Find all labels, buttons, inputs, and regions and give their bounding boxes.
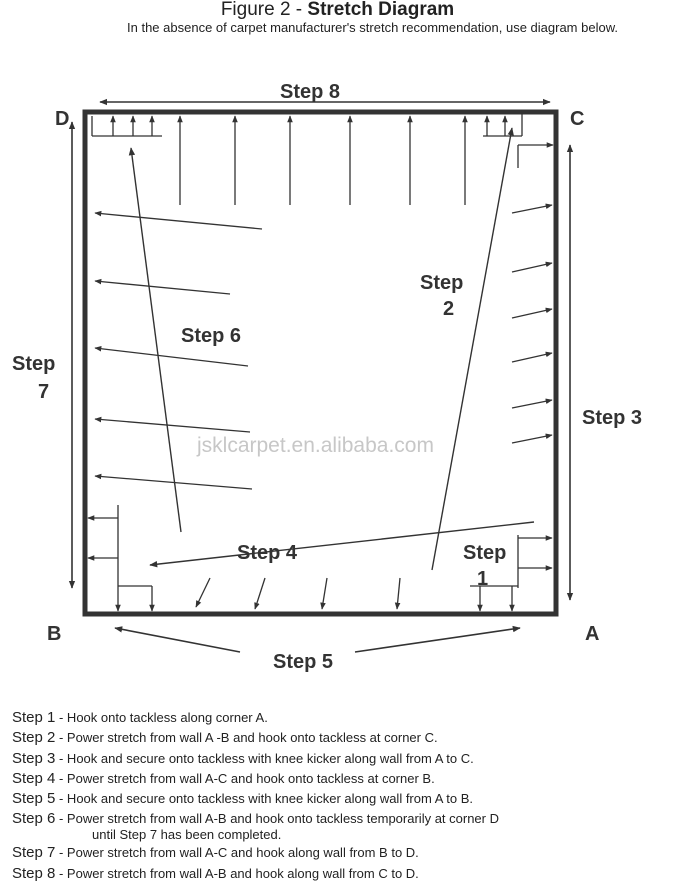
watermark: jsklcarpet.en.alibaba.com [197,434,434,457]
corner-d: D [55,108,70,130]
legend-step-4: Step 4 - Power stretch from wall A-C and hook onto tackless at corner B. [12,769,435,787]
step2-arrow [432,128,512,570]
right-arrow-5 [512,435,552,443]
step-legend [12,708,672,884]
right-arrow-1 [512,263,552,272]
corner-c: C [570,108,585,130]
down-arrow-3 [397,578,400,609]
right-arrow-2 [512,309,552,318]
step5-label: Step 5 [273,651,334,673]
legend-step-7: Step 7 - Power stretch from wall A-C and hook along wall from B to D. [12,844,419,862]
left-arrow-1 [95,281,230,294]
step1-label-line2: 1 [477,568,489,590]
left-arrow-0 [95,213,262,229]
right-arrow-4 [512,400,552,408]
corner-a: A [585,623,600,645]
figure-label: Figure 2 - [220,0,308,20]
legend-step-6: Step 6 - Power stretch from wall A-B and hook onto tackless temporarily at corner D until Step 7 has been completed. [12,810,499,843]
legend-step-2: Step 2 - Power stretch from wall A -B and hook onto tackless at corner C. [12,729,438,747]
down-arrow-2 [322,578,327,609]
step7-label-line2: 7 [38,381,50,403]
figure-subtitle: In the absence of carpet manufacturer's stretch recommendation, use diagram below. [127,20,618,35]
legend-step-1: Step 1 - Hook onto tackless along corner A. [12,709,268,726]
step6-arrow [131,148,181,532]
step2-label-line2: 2 [443,298,455,320]
room-outline [85,112,556,614]
left-arrow-3 [95,419,250,432]
legend-step-3: Step 3 - Hook and secure onto tackless with knee kicker along wall from A to C. [12,749,474,767]
step8-label: Step 8 [280,81,341,103]
step5-arrow-left [115,628,240,652]
down-arrow-1 [255,578,265,609]
right-arrow-3 [512,353,552,362]
stretch-arrows [72,102,570,652]
legend-step-5: Step 5 - Hook and secure onto tackless with knee kicker along wall from A to B. [12,790,474,808]
corner-b: B [47,623,62,645]
step3-label: Step 3 [582,407,643,429]
down-arrow-0 [196,578,210,607]
figure-title-text: Stretch Diagram [307,0,455,20]
legend-step-8: Step 8 - Power stretch from wall A-B and hook along wall from C to D. [12,864,419,882]
step5-arrow-right [355,628,520,652]
step6-label: Step 6 [181,325,242,347]
left-arrow-2 [95,348,248,366]
right-arrow-0 [512,205,552,213]
step2-label-line1: Step [420,272,464,294]
step4-label: Step 4 [237,542,298,564]
step1-label-line1: Step [463,542,507,564]
step7-label-line1: Step [12,353,56,375]
